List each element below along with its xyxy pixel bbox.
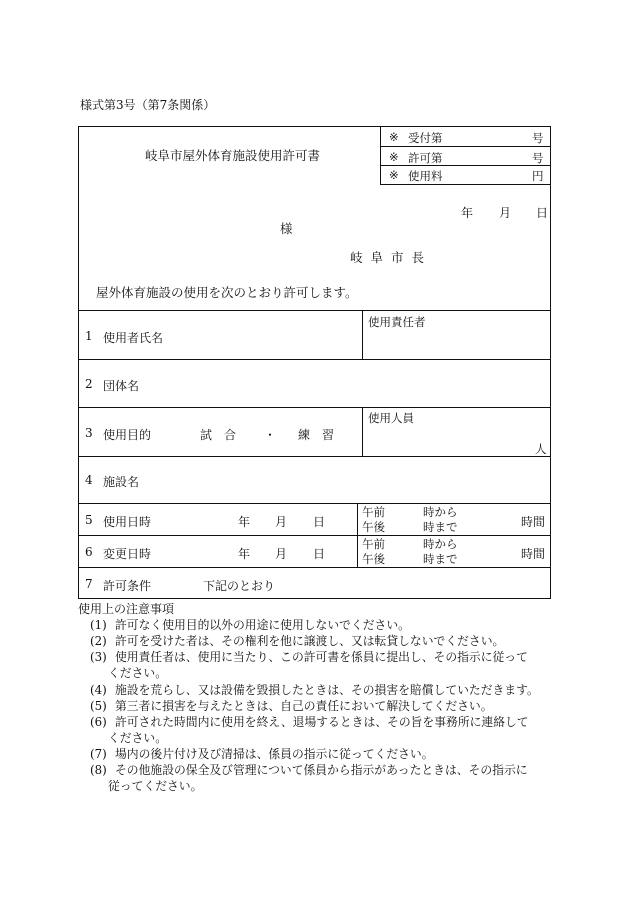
note-number: (3): [90, 650, 107, 664]
note-number: (8): [90, 763, 107, 777]
row-number: 5: [85, 513, 93, 527]
office-box-divider: [380, 126, 381, 185]
row-number: 1: [85, 329, 93, 343]
office-box-rule-3: [380, 184, 551, 185]
day-label: 日: [313, 515, 326, 529]
pm-label: 午後: [362, 520, 385, 534]
pm-label: 午後: [362, 552, 385, 566]
am-label: 午前: [362, 505, 385, 519]
participants-label: 使用人員: [368, 411, 414, 425]
permit-number-unit: 号: [532, 151, 544, 165]
datetime-divider: [357, 503, 358, 567]
table-rule: [78, 310, 551, 311]
note-text: 場内の後片付け及び清掃は、係員の指示に従ってください。: [115, 747, 434, 761]
facility-name-label: 施設名: [103, 475, 140, 489]
table-rule: [78, 407, 551, 408]
day-label: 日: [536, 206, 549, 220]
form-number-label: 様式第3号（第7条関係）: [80, 98, 216, 112]
note-text: 第三者に損害を与えたときは、自己の責任において解決してください。: [115, 699, 493, 713]
notes-heading: 使用上の注意事項: [78, 602, 175, 616]
purpose-practice-option: 練 習: [298, 428, 335, 442]
from-hour-label: 時から: [423, 505, 458, 519]
office-box-rule-1: [380, 146, 551, 147]
year-label: 年: [238, 515, 251, 529]
user-name-label: 使用者氏名: [103, 331, 164, 345]
permit-statement: 屋外体育施設の使用を次のとおり許可します。: [96, 285, 358, 300]
document-title: 岐阜市屋外体育施設使用許可書: [145, 148, 321, 163]
conditions-label: 許可条件: [103, 579, 152, 593]
am-label: 午前: [362, 537, 385, 551]
row1-divider: [362, 310, 363, 359]
note-text-continued: ください。: [108, 731, 167, 745]
month-label: 月: [499, 206, 512, 220]
month-label: 月: [275, 515, 288, 529]
office-box-rule-2: [380, 165, 551, 166]
row3-divider: [362, 407, 363, 456]
change-datetime-label: 変更日時: [103, 547, 152, 561]
to-hour-label: 時まで: [423, 520, 458, 534]
note-item: [90, 633, 560, 649]
note-number: (2): [90, 634, 107, 648]
note-item: [90, 649, 560, 681]
hours-label: 時間: [521, 515, 546, 529]
from-hour-label: 時から: [423, 537, 458, 551]
note-text: 施設を荒らし、又は設備を毀損したときは、その損害を賠償していただきます。: [115, 683, 539, 697]
day-label: 日: [313, 547, 326, 561]
office-mark: ※: [389, 150, 399, 164]
row-number: 6: [85, 545, 93, 559]
row-number: 2: [85, 377, 93, 391]
note-item: [90, 714, 560, 746]
table-rule: [78, 503, 551, 504]
note-text: 許可された時間内に使用を終え、退場するときは、その旨を事務所に連絡して: [115, 715, 529, 729]
note-item: [90, 617, 560, 633]
receipt-number-unit: 号: [532, 131, 544, 145]
purpose-match-option: 試 合: [200, 428, 237, 442]
note-text: 使用責任者は、使用に当たり、この許可書を係員に提出し、その指示に従って: [115, 650, 528, 664]
usage-datetime-label: 使用日時: [103, 515, 152, 529]
conditions-value: 下記のとおり: [203, 579, 276, 593]
usage-fee-unit: 円: [532, 169, 544, 183]
year-label: 年: [461, 206, 474, 220]
note-number: (4): [90, 683, 107, 697]
issuer-name: 岐阜市長: [350, 250, 433, 265]
to-hour-label: 時まで: [423, 552, 458, 566]
month-label: 月: [275, 547, 288, 561]
row-number: 4: [85, 473, 93, 487]
responsible-person-label: 使用責任者: [368, 315, 426, 329]
year-label: 年: [238, 547, 251, 561]
purpose-label: 使用目的: [103, 428, 152, 442]
row-number: 3: [85, 426, 93, 440]
note-item: [90, 698, 560, 714]
note-text-continued: 従ってください。: [108, 779, 203, 793]
note-item: [90, 762, 560, 794]
addressee-suffix: 様: [280, 221, 293, 236]
office-mark: ※: [389, 130, 399, 144]
note-number: (7): [90, 747, 107, 761]
note-text: 許可を受けた者は、その権利を他に譲渡し、又は転貸しないでください。: [115, 634, 505, 648]
permit-number-label: 許可第: [408, 151, 443, 165]
office-mark: ※: [389, 168, 399, 182]
note-item: [90, 746, 560, 762]
hours-label: 時間: [521, 547, 546, 561]
note-number: (5): [90, 699, 107, 713]
note-number: (6): [90, 715, 107, 729]
receipt-number-label: 受付第: [408, 131, 443, 145]
usage-fee-label: 使用料: [408, 169, 443, 183]
table-rule: [78, 359, 551, 360]
note-text-continued: ください。: [108, 666, 167, 680]
group-name-label: 団体名: [103, 379, 140, 393]
table-rule: [78, 535, 551, 536]
participants-unit: 人: [535, 442, 547, 456]
row-number: 7: [85, 577, 93, 591]
note-item: [90, 682, 560, 698]
table-rule: [78, 567, 551, 568]
table-rule: [78, 456, 551, 457]
note-text: 許可なく使用目的以外の用途に使用しないでください。: [115, 618, 410, 632]
note-number: (1): [90, 618, 107, 632]
purpose-separator: ・: [264, 428, 277, 442]
note-text: その他施設の保全及び管理について係員から指示があったときは、その指示に: [115, 763, 528, 777]
